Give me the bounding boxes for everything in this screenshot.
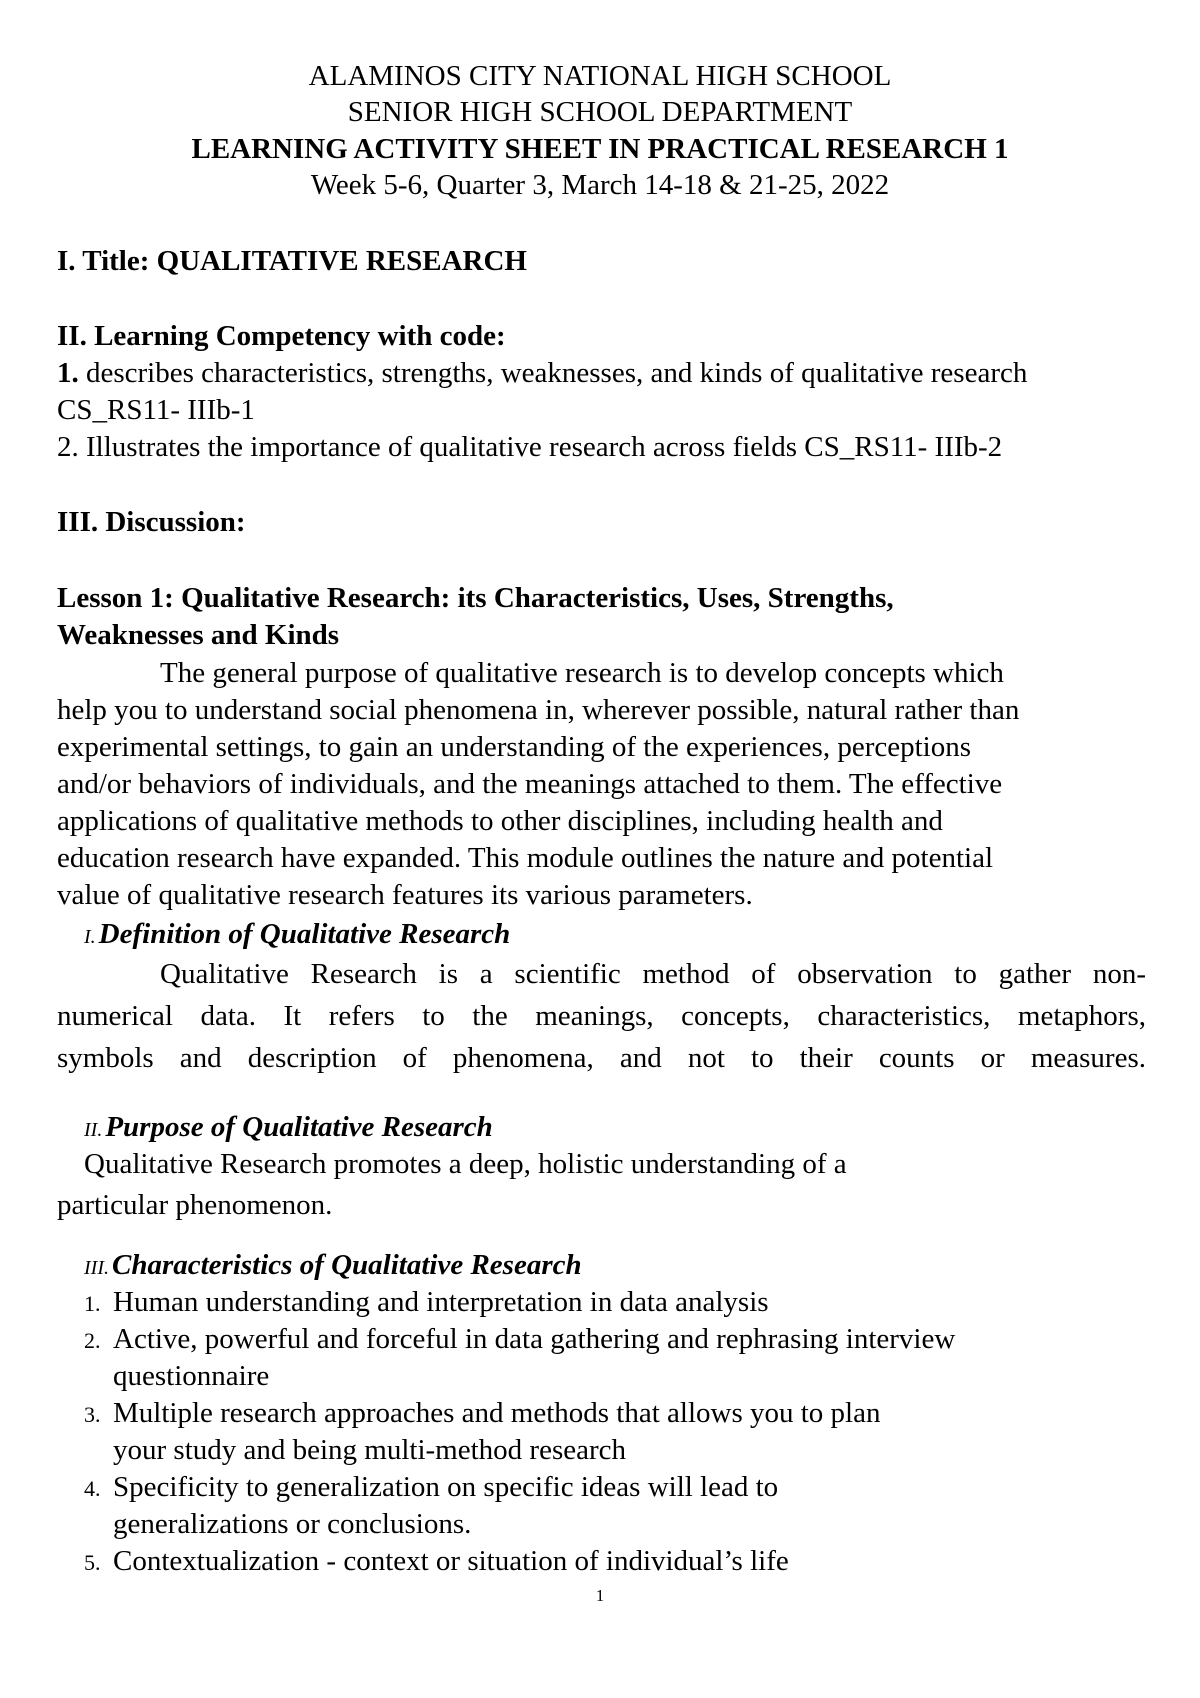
characteristic-item-number: 4. — [84, 1476, 101, 1501]
characteristic-item-continuation: your study and being multi-method research — [113, 1434, 627, 1466]
characteristic-item — [84, 1288, 769, 1317]
characteristics-numeral: III. — [84, 1257, 109, 1279]
intro-line: The general purpose of qualitative research is to develop concepts which — [160, 657, 1004, 689]
department-name: SENIOR HIGH SCHOOL DEPARTMENT — [347, 96, 853, 128]
characteristic-item-number: 2. — [84, 1328, 101, 1353]
characteristic-item-number: 1. — [84, 1291, 101, 1316]
characteristic-item-text: Multiple research approaches and methods that allows you to plan — [113, 1397, 881, 1429]
definition-heading — [84, 920, 510, 949]
competency-item-1 — [57, 359, 1027, 388]
intro-line: applications of qualitative methods to other disciplines, including health and — [57, 805, 943, 837]
intro-line: experimental settings, to gain an understanding of the experiences, perceptions — [57, 731, 972, 763]
characteristic-item — [84, 1547, 789, 1576]
sheet-title: LEARNING ACTIVITY SHEET IN PRACTICAL RESEARCH 1 — [191, 133, 1009, 165]
lesson-heading-line-1: Lesson 1: Qualitative Research: its Characteristics, Uses, Strengths, — [57, 582, 894, 614]
characteristic-item — [84, 1325, 955, 1354]
characteristic-item-number: 5. — [84, 1550, 101, 1575]
characteristic-item-number: 3. — [84, 1402, 101, 1427]
characteristic-item-text: Contextualization - context or situation of individual’s life — [113, 1545, 789, 1577]
characteristics-heading — [84, 1251, 582, 1280]
definition-line: symbols and description of phenomena, and not to their counts or measures. — [57, 1042, 1146, 1074]
intro-line: value of qualitative research features its various parameters. — [57, 879, 753, 911]
definition-line: Qualitative Research is a scientific method of observation to gather non- — [160, 958, 1146, 990]
definition-heading-text: Definition of Qualitative Research — [98, 918, 511, 950]
characteristic-item-text: Active, powerful and forceful in data gathering and rephrasing interview — [113, 1323, 956, 1355]
purpose-heading — [84, 1113, 493, 1142]
competency-heading: II. Learning Competency with code: — [57, 320, 506, 352]
competency-item-2: 2. Illustrates the importance of qualitative research across fields CS_RS11- IIIb-2 — [57, 431, 1003, 463]
definition-numeral: I. — [84, 926, 96, 948]
competency-item-1-text: describes characteristics, strengths, weaknesses, and kinds of qualitative research — [78, 357, 1028, 389]
characteristic-item — [84, 1473, 778, 1502]
competency-item-1-code: CS_RS11- IIIb-1 — [57, 394, 255, 426]
school-name: ALAMINOS CITY NATIONAL HIGH SCHOOL — [308, 60, 892, 92]
lesson-heading-line-2: Weaknesses and Kinds — [57, 619, 340, 651]
characteristic-item — [84, 1399, 880, 1428]
intro-line: education research have expanded. This module outlines the nature and potential — [57, 842, 994, 874]
page-number: 1 — [595, 1586, 605, 1605]
title-section: I. Title: QUALITATIVE RESEARCH — [57, 245, 527, 277]
characteristic-item-text: Human understanding and interpretation in data analysis — [113, 1286, 769, 1318]
purpose-numeral: II. — [84, 1119, 103, 1141]
characteristic-item-continuation: questionnaire — [113, 1360, 270, 1392]
definition-line: numerical data. It refers to the meanings, concepts, characteristics, metaphors, — [57, 1000, 1146, 1032]
intro-line: help you to understand social phenomena in, wherever possible, natural rather than — [57, 694, 1020, 726]
characteristic-item-continuation: generalizations or conclusions. — [113, 1508, 472, 1540]
purpose-heading-text: Purpose of Qualitative Research — [105, 1111, 493, 1143]
characteristics-heading-text: Characteristics of Qualitative Research — [111, 1249, 582, 1281]
purpose-line: particular phenomenon. — [57, 1189, 333, 1221]
intro-line: and/or behaviors of individuals, and the meanings attached to them. The effective — [57, 768, 1003, 800]
characteristic-item-text: Specificity to generalization on specific ideas will lead to — [113, 1471, 779, 1503]
purpose-line: Qualitative Research promotes a deep, holistic understanding of a — [84, 1148, 847, 1180]
discussion-heading: III. Discussion: — [57, 506, 246, 538]
schedule-line: Week 5-6, Quarter 3, March 14-18 & 21-25, 2022 — [310, 169, 890, 201]
competency-item-1-number: 1. — [57, 357, 79, 389]
